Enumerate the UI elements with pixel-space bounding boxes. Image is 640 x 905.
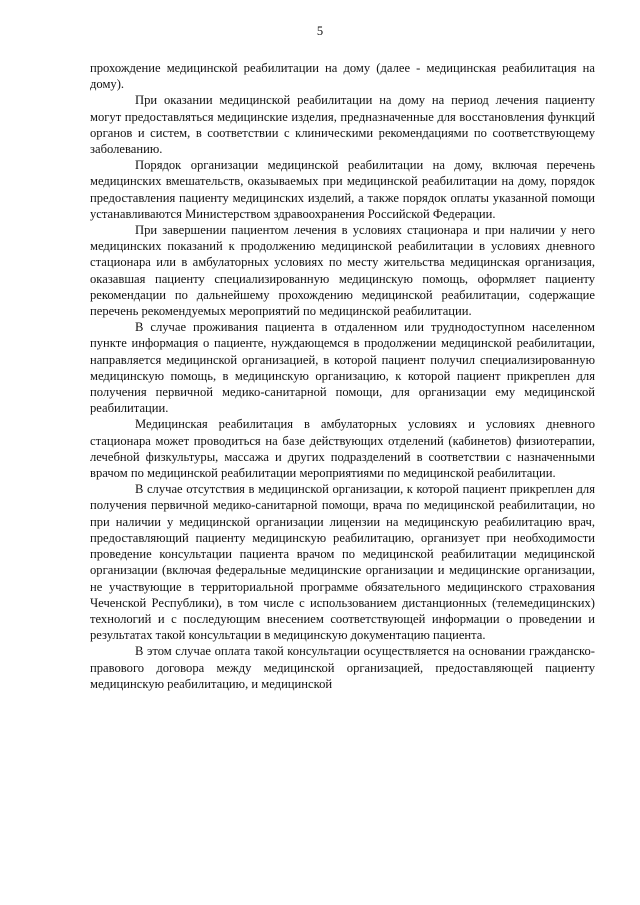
paragraph: В случае отсутствия в медицинской организации, к которой пациент прикреплен для получения первичной медико-санитарной помощи, врача по медицинской реабилитации, но при наличии у медицинской организации лицензии на медицинскую реабилитацию врач, предоставляющий пациенту медицинскую реабилитацию, организует при необходимости проведение консультации пациента врачом по медицинской реабилитации медицинской организации (включая федеральные медицинские организации и медицинские организации, не участвующие в территориальной программе обязательного медицинского страхования Чеченской Республики), в том числе с использованием дистанционных (телемедицинских) технологий и с последующим внесением соответствующей информации о проведении и результатах такой консультации в медицинскую документацию пациента. [90,482,595,643]
paragraph: Медицинская реабилитация в амбулаторных условиях и условиях дневного стационара может проводиться на базе действующих отделений (кабинетов) физиотерапии, лечебной физкультуры, массажа и других подразделений в соответствии с назначенными врачом по медицинской реабилитации мероприятиями по медицинской реабилитации. [90,417,595,481]
paragraph: В этом случае оплата такой консультации осуществляется на основании гражданско-правового договора между медицинской организацией, предоставляющей пациенту медицинскую реабилитацию, и медицинской [90,644,595,691]
paragraph: При оказании медицинской реабилитации на дому на период лечения пациенту могут предоставляться медицинские изделия, предназначенные для восстановления функций органов и систем, в соответствии с клиническими рекомендациями по соответствующему заболеванию. [90,93,595,157]
page-number: 5 [316,24,324,38]
paragraph: Порядок организации медицинской реабилитации на дому, включая перечень медицинских вмешательств, оказываемых при медицинской реабилитации на дому, порядок предоставления пациенту медицинских изделий, а также порядок оплаты указанной помощи устанавливаются Министерством здравоохранения Российской Федерации. [90,158,595,221]
paragraph: В случае проживания пациента в отдаленном или труднодоступном населенном пункте информация о пациенте, нуждающемся в продолжении медицинской реабилитации, направляется медицинской организацией, в которой пациент получил специализированную медицинскую помощь, в медицинскую организацию, к которой пациент прикреплен для получения первичной медико-санитарной помощи, для организации ему медицинской реабилитации. [90,320,595,416]
paragraph-continuation: прохождение медицинской реабилитации на дому (далее - медицинская реабилитация на дому). [90,61,595,92]
body-text [90,60,595,692]
paragraph: При завершении пациентом лечения в условиях стационара и при наличии у него медицинских показаний к продолжению медицинской реабилитации в условиях дневного стационара или в амбулаторных условиях по месту жительства медицинская организация, оказавшая пациенту специализированную медицинскую помощь, оформляет пациенту рекомендации по дальнейшему прохождению медицинской реабилитации, содержащие перечень рекомендуемых мероприятий по медицинской реабилитации. [90,223,595,319]
